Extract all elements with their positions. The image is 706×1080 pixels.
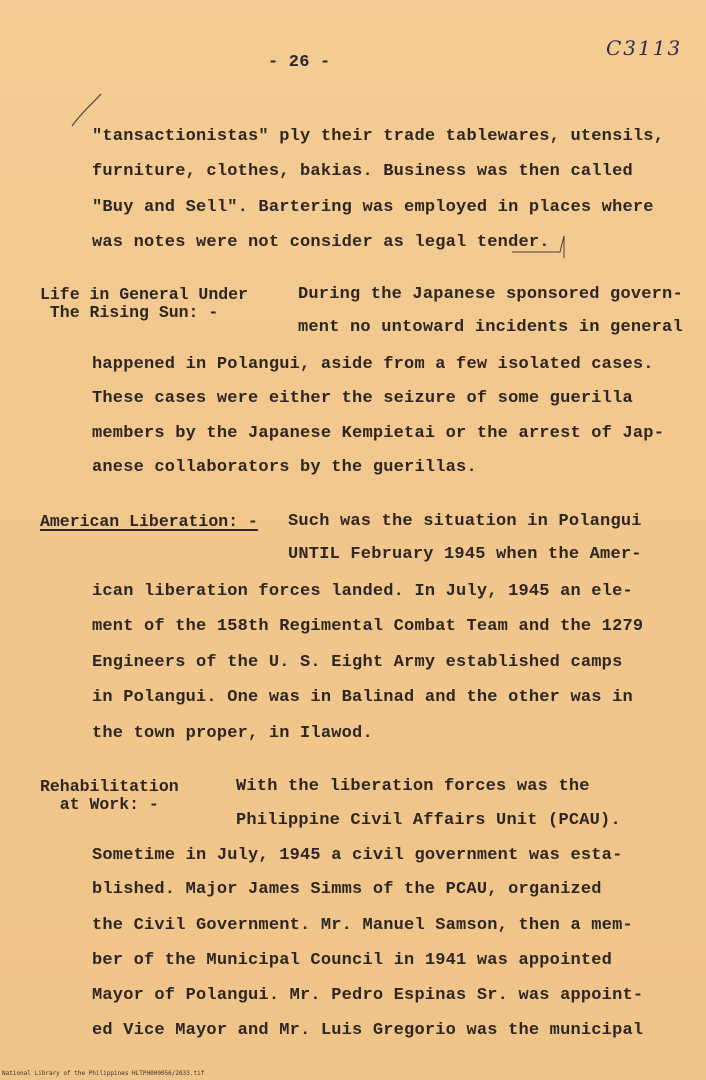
section-line: ber of the Municipal Council in 1941 was appointed bbox=[92, 951, 613, 970]
section-line: ment no untoward incidents in general bbox=[298, 318, 683, 337]
section-line: Philippine Civil Affairs Unit (PCAU). bbox=[236, 811, 621, 830]
section-line: Such was the situation in Polangui bbox=[288, 512, 642, 531]
intro-line: "Buy and Sell". Bartering was employed in places where bbox=[92, 198, 654, 217]
intro-line: "tansactionistas" ply their trade tablewares, utensils, bbox=[92, 127, 665, 146]
archive-mark: C3113 bbox=[606, 36, 683, 60]
section-line: With the liberation forces was the bbox=[236, 777, 590, 796]
section-heading: Life in General Under bbox=[40, 285, 248, 304]
section-line: These cases were either the seizure of some guerilla bbox=[92, 389, 633, 408]
section-line: ed Vice Mayor and Mr. Luis Gregorio was the municipal bbox=[92, 1021, 644, 1040]
section-heading: The Rising Sun: - bbox=[40, 303, 219, 322]
section-line: anese collaborators by the guerillas. bbox=[92, 458, 477, 477]
section-line: During the Japanese sponsored govern- bbox=[298, 285, 683, 304]
page-number: - 26 - bbox=[268, 53, 331, 72]
section-heading: Rehabilitation bbox=[40, 777, 179, 796]
section-line: happened in Polangui, aside from a few isolated cases. bbox=[92, 355, 654, 374]
section-line: Mayor of Polangui. Mr. Pedro Espinas Sr. was appoint- bbox=[92, 986, 644, 1005]
section-line: the Civil Government. Mr. Manuel Samson, then a mem- bbox=[92, 916, 633, 935]
intro-line: furniture, clothes, bakias. Business was then called bbox=[92, 162, 633, 181]
section-line: UNTIL February 1945 when the Amer- bbox=[288, 545, 642, 564]
intro-line: was notes were not consider as legal tender. bbox=[92, 233, 550, 252]
section-line: the town proper, in Ilawod. bbox=[92, 724, 373, 743]
section-line: members by the Japanese Kempietai or the arrest of Jap- bbox=[92, 424, 665, 443]
section-line: Engineers of the U. S. Eight Army established camps bbox=[92, 653, 623, 672]
section-line: Sometime in July, 1945 a civil government was esta- bbox=[92, 846, 623, 865]
pencil-stroke-mark bbox=[72, 94, 101, 126]
section-line: in Polangui. One was in Balinad and the other was in bbox=[92, 688, 633, 707]
section-heading: American Liberation: - bbox=[40, 512, 258, 531]
bracket-mark bbox=[512, 236, 564, 258]
section-heading: at Work: - bbox=[40, 795, 159, 814]
section-line: ican liberation forces landed. In July, 1945 an ele- bbox=[92, 582, 633, 601]
scan-footer: National Library of the Philippines HLTPH000056/2033.tif bbox=[2, 1070, 205, 1077]
section-line: ment of the 158th Regimental Combat Team and the 1279 bbox=[92, 617, 644, 636]
section-line: blished. Major James Simms of the PCAU, organized bbox=[92, 880, 602, 899]
